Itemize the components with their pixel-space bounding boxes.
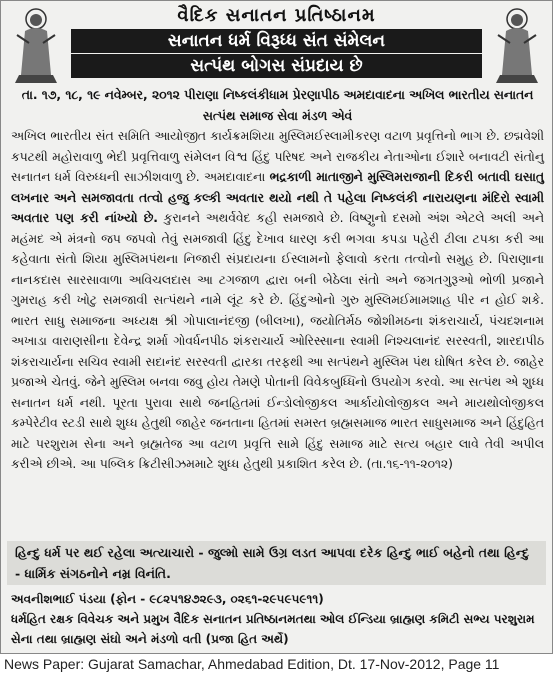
- article-body: [11, 85, 544, 475]
- source-caption: News Paper: Gujarat Samachar, Ahmedabad Edition, Dt. 17-Nov-2012, Page 11: [4, 656, 500, 672]
- paragraph-rest: કુરાનને અથર્વવેદ કહી સમજાવે છે. વિષ્ણુનો દસમો અંશ એટલે અલી અને મહંમદ એ મંત્રનો જપ જપવો તેવું સમજાવી હિંદુ દેખાવ ધારણ કરી ભગવા કપડા પહેરી ટીલા ટપકા કરી આ કહેવાતા સંતો શિયા મુસ્લિમપંથના નિજારી સંપ્રદાયના ઈસ્લામનો ફેલાવો કરતા તત્વોનો સમુહ છે. પિરાણાના નાનકદાસ સારસાવાળા અવિચલદાસ આ ટગજાળ દ્વારા બની બેઠેલા સંતો અને જગતગુરૂઓ ભોળી પ્રજાને ગુમરાહ કરી ખોટુ સમજાવી સત્પંથને નામે લૂંટ કરે છે. હિંદુઓનો ગુરુ મુસ્લિમઈમામશાહ પીર ન હોઈ શકે. ભારત સાધુ સમાજના અધ્યક્ષ શ્રી ગોપાલાનંદજી (બીલખા), જયોતિર્મઠ જોશીમઠના શંકરાચાર્ય, પંચદશનામ અખાડા વારાણસીના દેવેન્દ્ર શર્મા ગોવર્ધનપીઠ શંકરાચાર્ય ઓરિસ્સાના સ્વામી નિશ્ચલાનંદ સરસ્વતી, શારદાપીઠ શંકરાચાર્યના સચિવ સ્વામી સદાનંદ સરસ્વતી દ્વારકા તરફથી આ સત્પંથને મુસ્લિમ પંથ ઘોષિત કરેલ છે. જાહેર પ્રજાએ ચેતવું. જેને મુસ્લિમ બનવા જવુ હોય તેમણે પોતાની વિવેકબુધ્ધિનો ઉપયોગ કરવો. આ સત્પંથ એ શુધ્ધ સનાતન ધર્મ નથી. પૂરતા પુરાવા સાથે જનહિતમાં ઈન્ડોલોજીકલ આર્કાયોલોજીકલ અને માયથોલોજીકલ કમ્પેરેટીવ સ્ટડી સાથે શુધ્ધ હેતુથી જાહેર જનતાના હિતમાં સમસ્ત બ્રહ્મસમાજ ભારત સાધુસમાજ અને હિંદુહિત માટે પરશુરામ સેના અને બ્રહ્મતેજ આ વટાળ પ્રવૃત્તિ સામે હિંદુ સમાજ માટે સત્ય બહાર લાવે તેવી અપીલ કરીએ છીએ. આ પબ્લિક ક્રિટીસીઝમમાટે શુધ્ધ હેતુથી પ્રકાશિત કરેલ છે. (તા.૧૬-૧૧-૨૦૧૨): [11, 211, 544, 471]
- advert-header: [1, 1, 552, 81]
- saint-figure-right: [488, 5, 546, 83]
- appeal-box: હિન્દુ ધર્મ પર થઈ રહેલા અત્યાચારો - જુલ્મો સામે ઉગ્ર લડત આપવા દરેક હિન્દુ ભાઈ બહેનો તથા હિન્દુ - ધાર્મિક સંગઠનોને નમ્ર વિનંતિ.: [7, 541, 546, 585]
- contact-affiliation: ધર્મહિત રક્ષક વિવેચક અને પ્રમુખ વૈદિક સનાતન પ્રતિષ્ઠાનમતથા ઓલ ઈન્ડિયા બ્રાહ્મણ કમિટી સભ્ય પરશુરામ સેના તથા બ્રાહ્મણ સંઘો અને મંડળો વતી (પ્રજા હિત અર્થે): [11, 612, 535, 646]
- paragraph-opening: અખિલ ભારતીય સંત સમિતિ આયોજીત કાર્યક્રમશિયા મુસ્લિમઈસ્લામીકરણ વટાળ પ્રવૃત્તિનો ભાગ છે. છદ્મવેશી કપટથી મહોરાવાળુ ભેદી પ્રવૃત્તિવાળુ સંમેલન વિશ્વ હિંદુ પરિષદ અને રાજકીય નેતાઓના ઈશારે બનાવટી સંતોનુ સનાતન ધર્મ વિરુધ્ધની સાઝીશવાળુ છે. અમદાવાદના: [11, 129, 544, 184]
- org-title: વૈદિક સનાતન પ્રતિષ્ઠાનમ: [177, 5, 376, 26]
- contact-name-phone: અવનીશભાઈ પંડયા (ફોન - ૯૮૨૫૧૪૭૨૯૩, ૦૨૬૧-૨૯૫૯૫૯૧૧): [11, 592, 324, 606]
- contact-block: [11, 589, 544, 649]
- headline-band-2: સત્પંથ બોગસ સંપ્રદાય છે: [71, 54, 482, 78]
- saint-figure-left: [7, 5, 65, 83]
- article-intro: તા. ૧૭, ૧૮, ૧૯ નવેમ્બર, ૨૦૧૨ પીરાણા નિષ્કલંકીધામ પ્રેરણાપીઠ અમદાવાદના અખિલ ભારતીય સનાતન સત્પંથ સમાજ સેવા મંડળ એવં: [21, 88, 534, 123]
- article-paragraph: [11, 126, 544, 475]
- paragraph-bold: ભદ્રકાળી માતાજીને મુસ્લિમરાજાની દિકરી બતાવી ઘસાતુ લખનાર અને સમજાવતા તત્વો હજુ કલ્કી અવતાર થયો નથી તે પહેલા નિષ્કલંકી નારાયણના મંદિરો સ્વામી અવતાર પણ કરી નાંખ્યો છે.: [11, 170, 544, 225]
- headline-band-1: સનાતન ધર્મ વિરૂધ્ધ સંત સંમેલન: [71, 29, 482, 53]
